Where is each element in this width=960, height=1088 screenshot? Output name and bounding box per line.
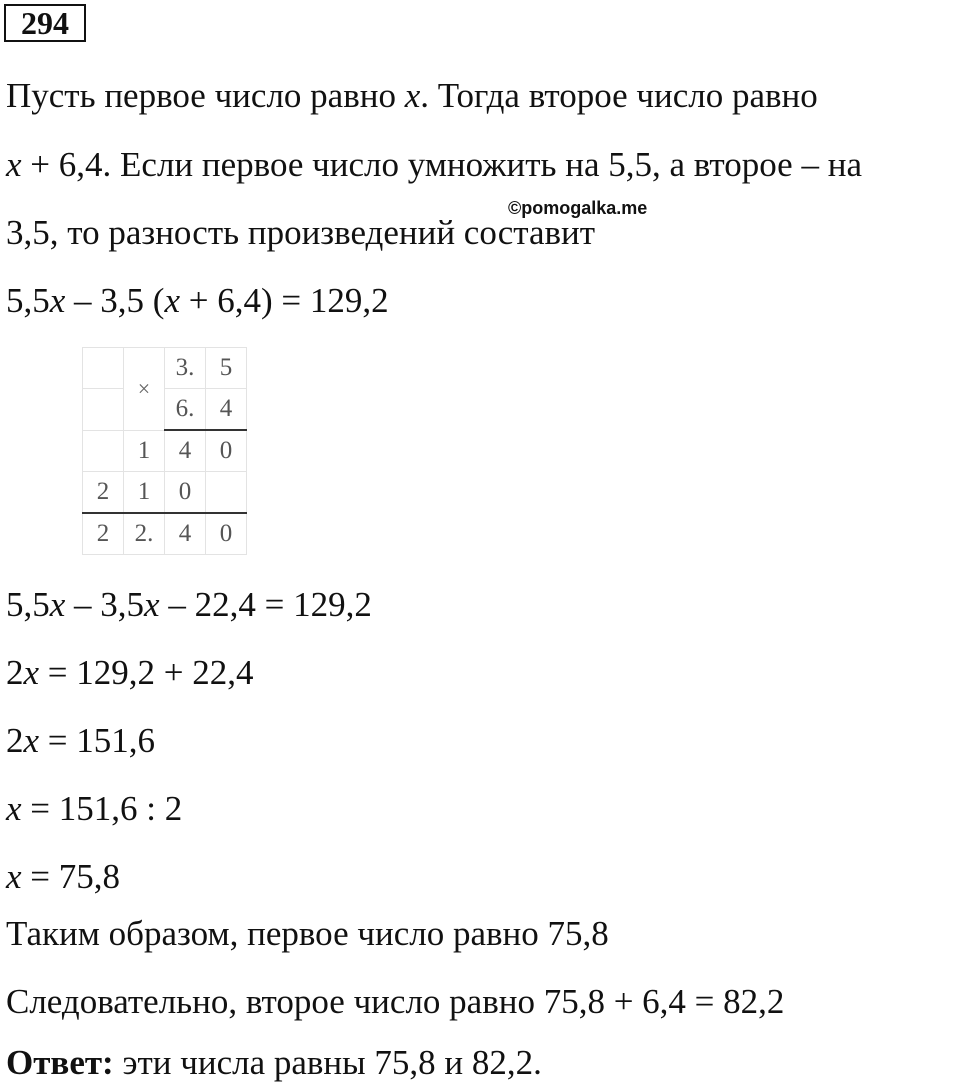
calc-cell: 0: [206, 513, 247, 555]
eq2-part: – 3,5: [65, 585, 145, 624]
calc-cell: 3.: [165, 348, 206, 389]
intro-text-2b: + 6,4. Если первое число умножить на 5,5, а второе – на: [21, 145, 862, 184]
calc-row: [83, 389, 247, 431]
variable-x: x: [164, 281, 180, 320]
variable-x: x: [6, 145, 22, 184]
calc-cell: 1: [124, 472, 165, 514]
calc-cell: [83, 430, 124, 472]
intro-line-3: 3,5, то разность произведений составит: [6, 213, 596, 252]
answer-text: эти числа равны 75,8 и 82,2.: [113, 1043, 542, 1082]
calc-cell: 4: [165, 430, 206, 472]
calc-cell: 6.: [165, 389, 206, 431]
equation-6: [6, 857, 120, 897]
conclusion-second: Следовательно, второе число равно 75,8 + 6,4 = 82,2: [6, 982, 785, 1021]
calc-row: [83, 430, 247, 472]
intro-text-1a: Пусть первое число равно: [6, 76, 405, 115]
calc-row: [83, 513, 247, 555]
intro-line-1: [6, 76, 818, 116]
calc-cell: [206, 472, 247, 514]
calc-cell: 2: [83, 472, 124, 514]
eq1-part: + 6,4) = 129,2: [180, 281, 389, 320]
equation-3: [6, 653, 254, 693]
variable-x: x: [49, 281, 66, 320]
calc-cell: 2.: [124, 513, 165, 555]
calc-cell: [83, 389, 124, 431]
eq3-part: = 129,2 + 22,4: [39, 653, 254, 692]
eq1-part: – 3,5 (: [65, 281, 165, 320]
equation-4: [6, 721, 155, 761]
answer-line: [6, 1043, 542, 1083]
answer-label: Ответ:: [6, 1043, 114, 1082]
equation-1: [6, 281, 389, 321]
calc-cell: 5: [206, 348, 247, 389]
eq3-part: 2: [6, 653, 24, 692]
multiply-sign: ×: [124, 348, 165, 431]
calc-cell: 1: [124, 430, 165, 472]
variable-x: x: [23, 721, 40, 760]
calc-cell: 2: [83, 513, 124, 555]
conclusion-first: Таким образом, первое число равно 75,8: [6, 914, 609, 953]
eq6-part: = 75,8: [21, 857, 121, 896]
eq1-part: 5,5: [6, 281, 50, 320]
calc-row: [83, 472, 247, 514]
equation-2: [6, 585, 372, 625]
variable-x: x: [6, 789, 22, 828]
problem-number: 294: [4, 4, 86, 42]
intro-line-2: [6, 145, 862, 185]
variable-x: x: [49, 585, 66, 624]
watermark: ©pomogalka.me: [508, 198, 648, 218]
variable-x: x: [6, 857, 22, 896]
intro-text-1b: . Тогда второе число равно: [420, 76, 818, 115]
variable-x: x: [144, 585, 160, 624]
eq5-part: = 151,6 : 2: [21, 789, 183, 828]
calc-cell: 0: [206, 430, 247, 472]
eq4-part: = 151,6: [39, 721, 156, 760]
eq4-part: 2: [6, 721, 24, 760]
eq2-part: – 22,4 = 129,2: [159, 585, 372, 624]
variable-x: x: [404, 76, 421, 115]
multiplication-table: [82, 347, 247, 555]
equation-5: [6, 789, 182, 829]
variable-x: x: [23, 653, 40, 692]
calc-cell: 0: [165, 472, 206, 514]
eq2-part: 5,5: [6, 585, 50, 624]
calc-row: [83, 348, 247, 389]
calc-cell: 4: [206, 389, 247, 431]
calc-cell: [83, 348, 124, 389]
calc-cell: 4: [165, 513, 206, 555]
